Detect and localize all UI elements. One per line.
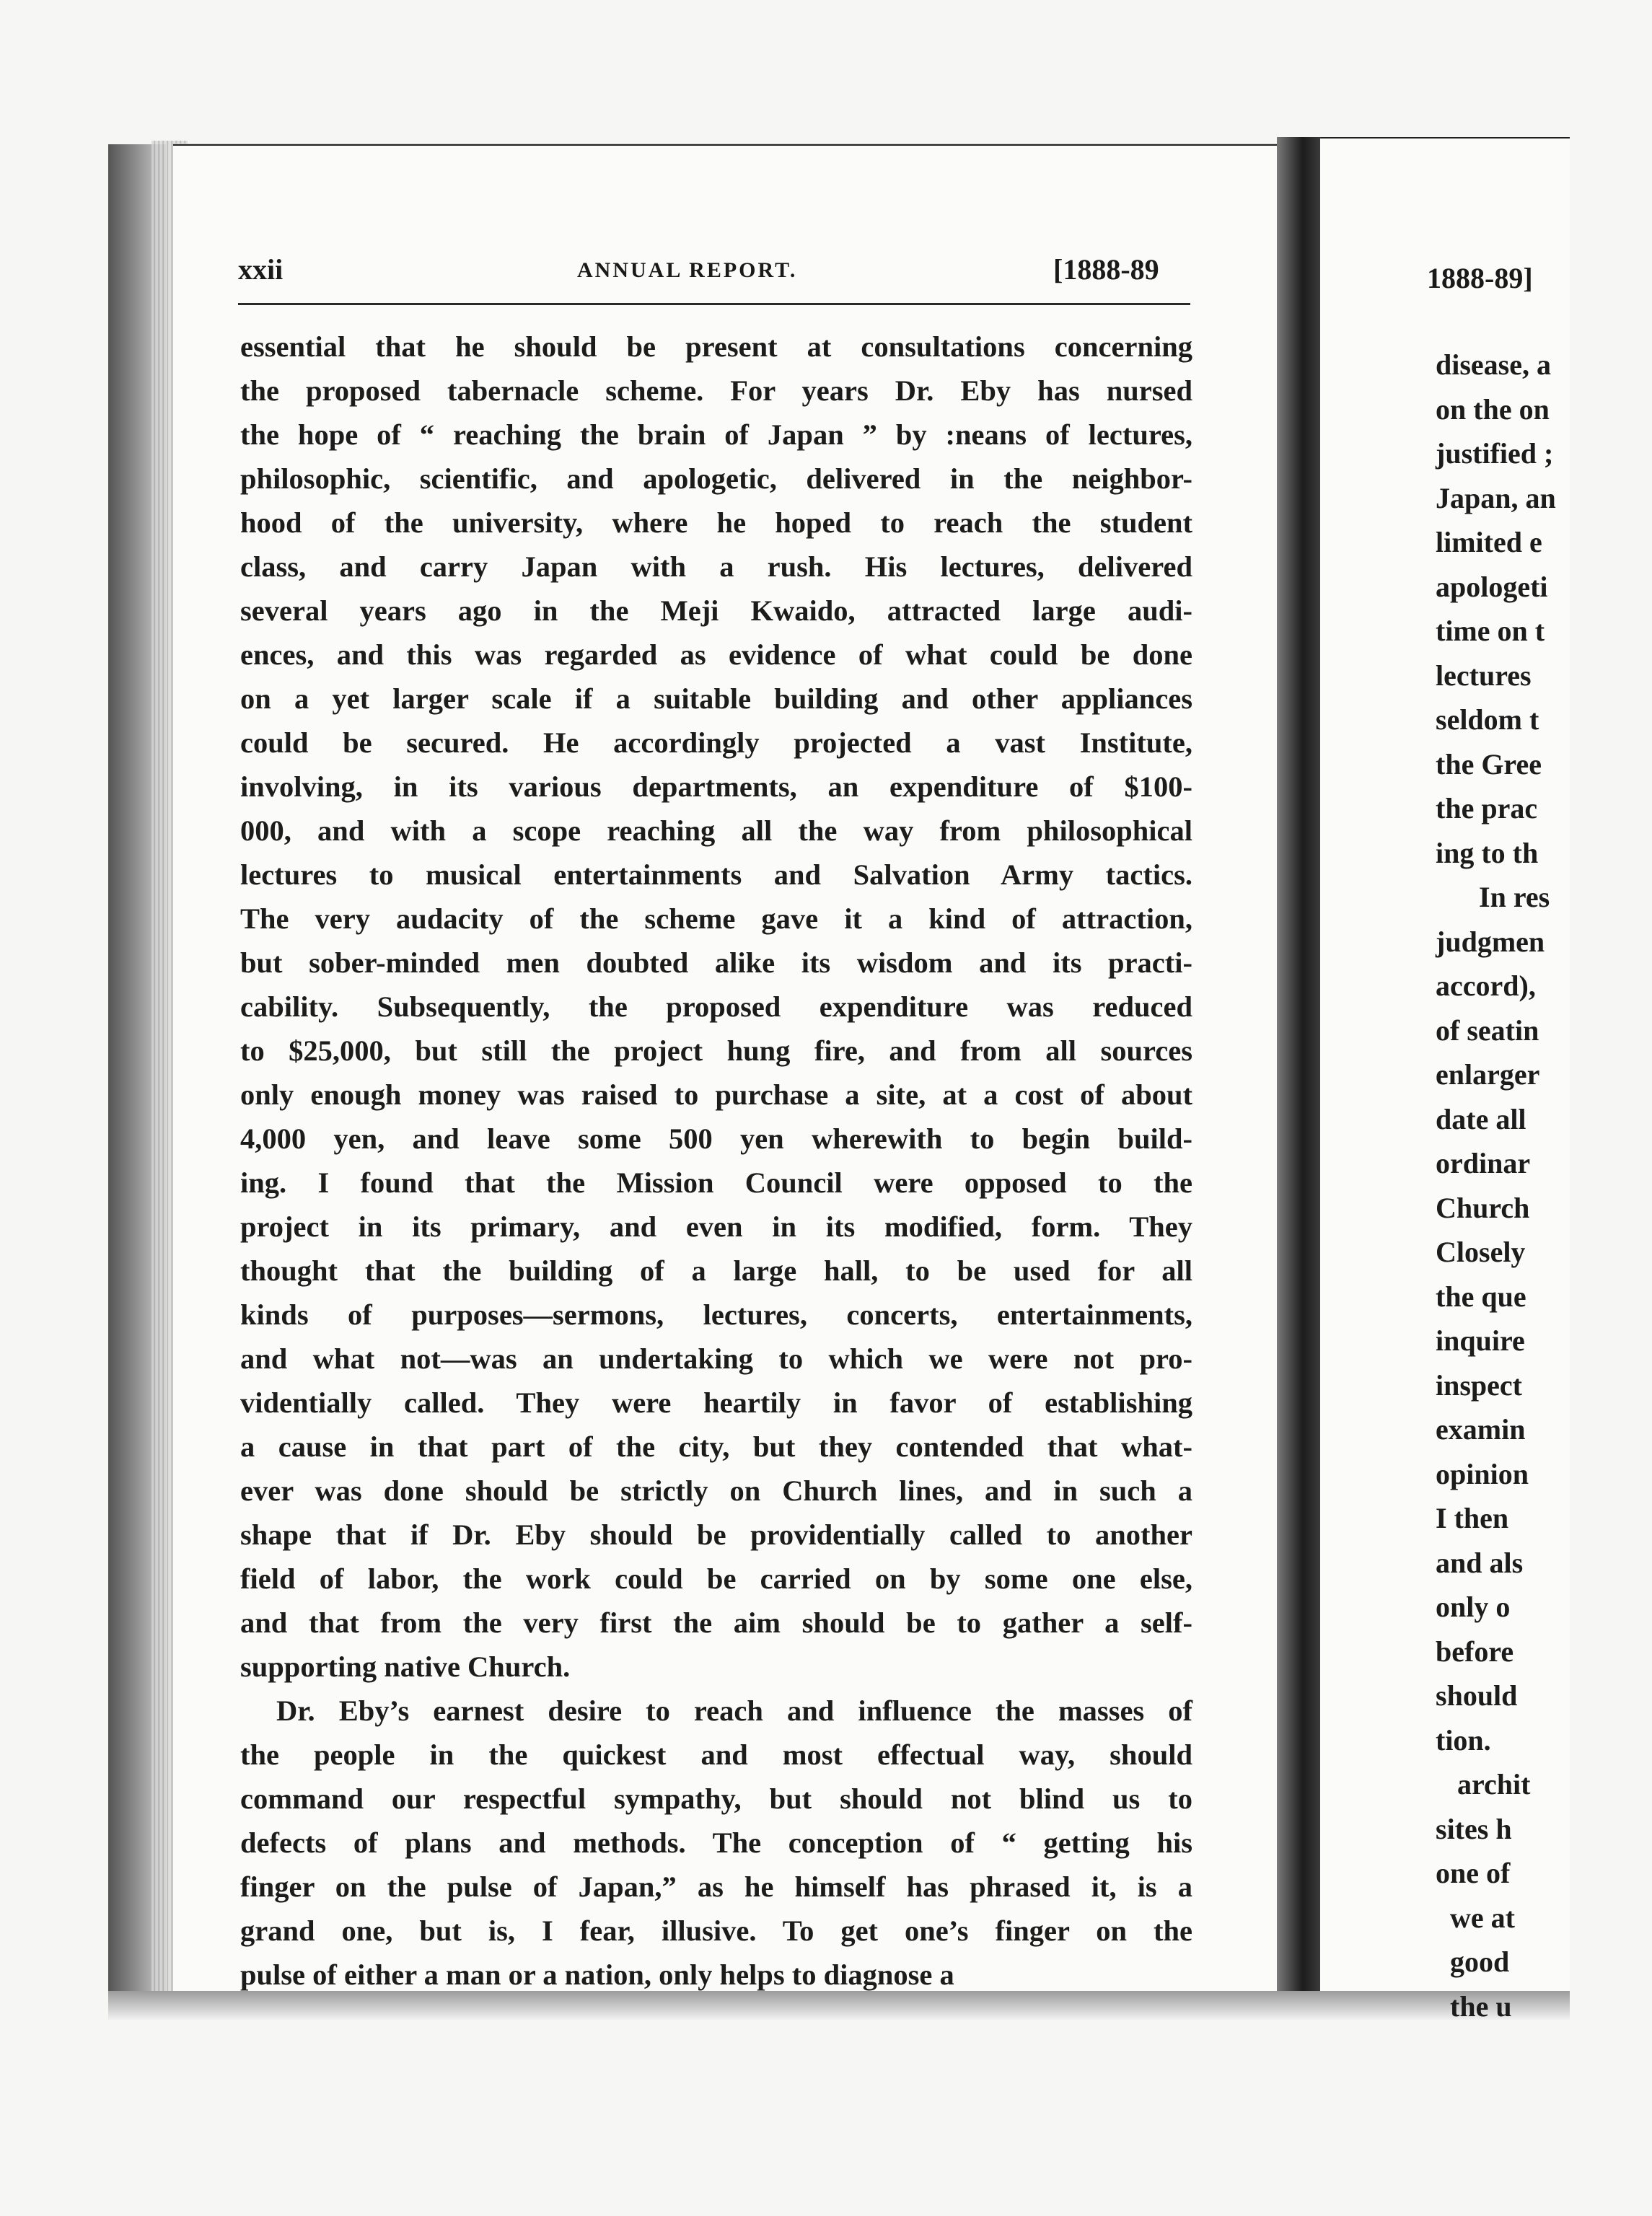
page-number: xxii: [238, 253, 284, 286]
right-text-line: enlarger: [1436, 1058, 1540, 1091]
right-text-line: lectures: [1436, 659, 1532, 692]
right-text-line: good: [1450, 1945, 1510, 1978]
text-line: grand one, but is, I fear, illusive. To get one’s finger on the: [240, 1914, 1192, 1947]
right-text-line: and als: [1436, 1546, 1524, 1579]
text-line: kinds of purposes—sermons, lectures, concerts, entertainments,: [240, 1298, 1192, 1331]
right-text-line: we at: [1450, 1901, 1515, 1934]
book-gutter: [1277, 137, 1320, 2013]
right-text-line: accord),: [1436, 970, 1536, 1002]
text-line: essential that he should be present at consultations concerning: [240, 330, 1192, 363]
running-title: ANNUAL REPORT.: [577, 258, 798, 282]
right-text-line: the u: [1450, 1989, 1512, 2023]
header-rule: [238, 303, 1190, 305]
right-text-line: I then: [1436, 1502, 1509, 1534]
text-line: command our respectful sympathy, but should not blind us to: [240, 1782, 1192, 1815]
right-text-line: Closely: [1436, 1236, 1526, 1268]
right-text-line: should: [1436, 1679, 1518, 1712]
year-range: [1888-89: [1053, 253, 1159, 286]
text-line: The very audacity of the scheme gave it a kind of attraction,: [240, 902, 1192, 935]
text-line: on a yet larger scale if a suitable building and other appliances: [240, 682, 1192, 715]
right-text-line: limited e: [1436, 526, 1542, 558]
right-text-line: In res: [1479, 881, 1550, 913]
text-line: and that from the very first the aim should be to gather a self-: [240, 1606, 1192, 1639]
text-line: 000, and with a scope reaching all the way from philosophical: [240, 814, 1192, 847]
text-line: involving, in its various departments, an expenditure of $100-: [240, 770, 1192, 803]
right-text-line: Church: [1436, 1191, 1530, 1224]
right-text-line: examin: [1436, 1413, 1526, 1446]
right-text-line: inquire: [1436, 1324, 1525, 1357]
right-text-line: archit: [1457, 1768, 1531, 1800]
right-text-line: only o: [1436, 1591, 1511, 1623]
text-line: cability. Subsequently, the proposed expenditure was reduced: [240, 990, 1192, 1023]
text-line: Dr. Eby’s earnest desire to reach and influence the masses of: [276, 1694, 1192, 1727]
text-line: but sober-minded men doubted alike its wisdom and its practi-: [240, 946, 1192, 979]
text-line: field of labor, the work could be carried on by some one else,: [240, 1562, 1192, 1595]
right-text-line: one of: [1436, 1857, 1511, 1889]
text-line: defects of plans and methods. The conception of “ getting his: [240, 1826, 1192, 1859]
text-line: ences, and this was regarded as evidence of what could be done: [240, 638, 1192, 671]
text-line: ing. I found that the Mission Council were opposed to the: [240, 1166, 1192, 1199]
left-page-body: [240, 325, 1192, 1997]
right-text-line: sites h: [1436, 1812, 1512, 1845]
text-line: thought that the building of a large hall, to be used for all: [240, 1254, 1192, 1287]
text-line: lectures to musical entertainments and Salvation Army tactics.: [240, 858, 1192, 891]
right-page-body: [1436, 343, 1652, 2028]
text-line: the people in the quickest and most effectual way, should: [240, 1738, 1192, 1771]
text-line: several years ago in the Meji Kwaido, attracted large audi-: [240, 594, 1192, 627]
right-text-line: Japan, an: [1436, 481, 1556, 514]
right-year-range: 1888-89]: [1427, 262, 1533, 294]
text-line: a cause in that part of the city, but they contended that what-: [240, 1430, 1192, 1463]
text-line: pulse of either a man or a nation, only helps to diagnose a: [240, 1958, 954, 1991]
text-line: ever was done should be strictly on Church lines, and in such a: [240, 1474, 1192, 1507]
text-line: 4,000 yen, and leave some 500 yen wherewith to begin build-: [240, 1122, 1192, 1155]
right-text-line: ordinar: [1436, 1147, 1531, 1179]
right-text-line: ing to th: [1436, 836, 1539, 869]
right-text-line: seldom t: [1436, 703, 1539, 736]
text-line: philosophic, scientific, and apologetic, delivered in the neighbor-: [240, 462, 1192, 495]
right-text-line: date all: [1436, 1102, 1526, 1135]
text-line: videntially called. They were heartily in favor of establishing: [240, 1386, 1192, 1419]
text-line: finger on the pulse of Japan,” as he himself has phrased it, is a: [240, 1870, 1192, 1903]
right-text-line: apologeti: [1436, 570, 1548, 603]
text-line: shape that if Dr. Eby should be providentially called to another: [240, 1518, 1192, 1551]
right-text-line: inspect: [1436, 1368, 1522, 1402]
right-page-clip: [1436, 274, 1570, 2023]
right-text-line: tion.: [1436, 1723, 1491, 1756]
text-line: hood of the university, where he hoped to reach the student: [240, 506, 1192, 539]
right-text-line: judgmen: [1436, 925, 1545, 958]
right-text-line: on the on: [1436, 392, 1550, 426]
text-line: class, and carry Japan with a rush. His lectures, delivered: [240, 550, 1192, 583]
text-line: the hope of “ reaching the brain of Japan ” by :neans of lectures,: [240, 418, 1192, 451]
text-line: supporting native Church.: [240, 1650, 571, 1683]
text-line: only enough money was raised to purchase a site, at a cost of about: [240, 1078, 1192, 1111]
right-text-line: the que: [1436, 1280, 1526, 1313]
right-text-line: of seatin: [1436, 1014, 1539, 1047]
text-line: project in its primary, and even in its modified, form. They: [240, 1210, 1192, 1243]
text-line: the proposed tabernacle scheme. For years Dr. Eby has nursed: [240, 374, 1192, 407]
right-text-line: time on t: [1436, 615, 1545, 647]
right-text-line: the Gree: [1436, 747, 1542, 781]
right-text-line: justified ;: [1436, 437, 1554, 470]
right-text-line: disease, a: [1436, 348, 1551, 381]
right-text-line: opinion: [1436, 1457, 1529, 1490]
text-line: to $25,000, but still the project hung fire, and from all sources: [240, 1034, 1192, 1067]
text-line: could be secured. He accordingly projected a vast Institute,: [240, 726, 1192, 759]
text-line: and what not—was an undertaking to which we were not pro-: [240, 1342, 1192, 1375]
right-text-line: before: [1436, 1635, 1514, 1668]
right-text-line: the prac: [1436, 792, 1538, 825]
